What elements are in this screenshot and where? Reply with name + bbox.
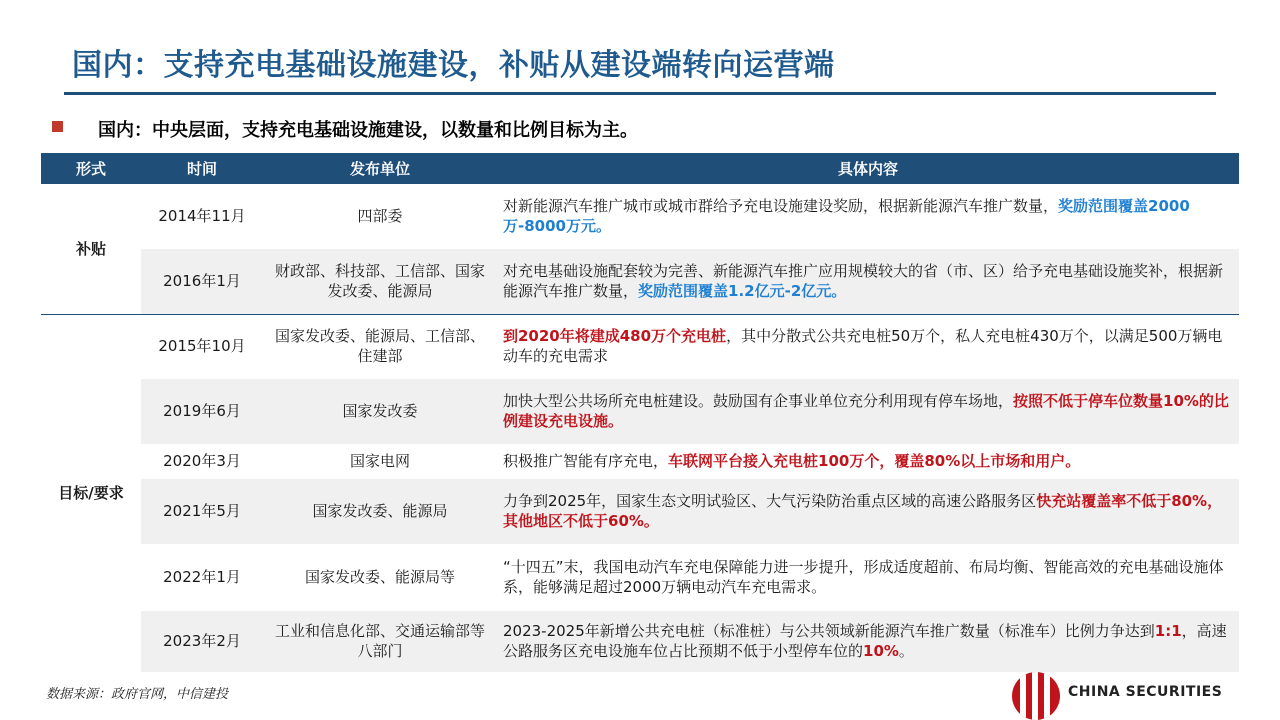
highlight-text: 1:1 — [1154, 622, 1182, 641]
content-text: 对充电基础设施配套较为完善、新能源汽车推广应用规模较大的省（市、区）给予充电基础设施奖补，根据新能源汽车推广数量， — [503, 262, 1224, 300]
org-cell: 国家电网 — [263, 444, 497, 478]
time-cell: 2019年6月 — [141, 378, 263, 444]
highlight-text: 奖励范围覆盖2000万-8000万元。 — [503, 196, 1190, 235]
table-row — [41, 184, 1239, 248]
org-cell: 国家发改委、能源局 — [263, 478, 497, 544]
content-text: 对新能源汽车推广城市或城市群给予充电设施建设奖励，根据新能源汽车推广数量， — [503, 196, 1059, 215]
table-row — [41, 478, 1239, 544]
time-cell: 2020年3月 — [141, 444, 263, 478]
content-text: 积极推广智能有序充电， — [503, 452, 669, 470]
header-org: 发布单位 — [263, 153, 497, 184]
table-row — [41, 378, 1239, 444]
content-text: 。 — [898, 642, 914, 661]
content-cell — [497, 314, 1239, 378]
org-cell: 国家发改委 — [263, 378, 497, 444]
header-content: 具体内容 — [497, 153, 1239, 184]
page-title: 国内：支持充电基础设施建设，补贴从建设端转向运营端 — [72, 48, 835, 83]
table-row — [41, 248, 1239, 314]
content-text: 力争到2025年，国家生态文明试验区、大气污染防治重点区域的高速公路服务区 — [503, 492, 1037, 510]
org-cell: 国家发改委、能源局、工信部、住建部 — [263, 314, 497, 378]
org-cell: 财政部、科技部、工信部、国家发改委、能源局 — [263, 248, 497, 314]
section-subtitle: 国内：中央层面，支持充电基础设施建设，以数量和比例目标为主。 — [98, 120, 638, 141]
form-cell: 目标/要求 — [41, 314, 141, 672]
content-cell — [497, 378, 1239, 444]
form-cell: 补贴 — [41, 184, 141, 314]
highlight-text: 车联网平台接入充电桩100万个，覆盖80%以上市场和用户。 — [668, 452, 1081, 470]
bullet-square-icon — [52, 121, 63, 132]
table-row — [41, 444, 1239, 478]
table-header-row — [41, 153, 1239, 184]
content-cell — [497, 544, 1239, 610]
header-time: 时间 — [141, 153, 263, 184]
highlight-text: 奖励范围覆盖1.2亿元-2亿元。 — [638, 282, 847, 300]
org-cell: 四部委 — [263, 184, 497, 248]
time-cell: 2015年10月 — [141, 314, 263, 378]
highlight-text: 10% — [863, 642, 899, 661]
highlight-text: 快充站覆盖率不低于80%，其他地区不低于60%。 — [503, 492, 1223, 530]
content-text: ，其中分散式公共充电桩50万个，私人充电桩430万个，以满足500万辆电动车的充电需求 — [503, 327, 1223, 365]
time-cell: 2016年1月 — [141, 248, 263, 314]
time-cell: 2022年1月 — [141, 544, 263, 610]
time-cell: 2023年2月 — [141, 610, 263, 672]
org-cell: 工业和信息化部、交通运输部等八部门 — [263, 610, 497, 672]
source-note: 数据来源：政府官网，中信建投 — [46, 687, 229, 702]
content-text: ，高速公路服务区充电设施车位占比预期不低于小型停车位的 — [503, 622, 1227, 661]
policy-table — [41, 153, 1239, 672]
china-securities-logo-icon — [1012, 672, 1060, 720]
content-cell — [497, 444, 1239, 478]
title-divider — [64, 92, 1216, 95]
company-logo — [1010, 662, 1223, 706]
content-text: 加快大型公共场所充电桩建设。鼓励国有企事业单位充分利用现有停车场地， — [503, 392, 1014, 410]
content-cell — [497, 248, 1239, 314]
org-cell: 国家发改委、能源局等 — [263, 544, 497, 610]
highlight-text: 按照不低于停车位数量10%的比例建设充电设施。 — [503, 392, 1229, 430]
content-text: “十四五”末，我国电动汽车充电保障能力进一步提升，形成适度超前、布局均衡、智能高效的充电基础设施体系，能够满足超过2000万辆电动汽车充电需求。 — [503, 558, 1224, 596]
table-row — [41, 544, 1239, 610]
time-cell: 2014年11月 — [141, 184, 263, 248]
time-cell: 2021年5月 — [141, 478, 263, 544]
highlight-text: 到2020年将建成480万个充电桩 — [503, 327, 727, 345]
header-form: 形式 — [41, 153, 141, 184]
table-row — [41, 314, 1239, 378]
content-cell — [497, 184, 1239, 248]
content-cell — [497, 478, 1239, 544]
content-text: 2023-2025年新增公共充电桩（标准桩）与公共领域新能源汽车推广数量（标准车）比例力争达到 — [503, 622, 1155, 641]
logo-text: CHINA SECURITIES — [1068, 684, 1223, 700]
